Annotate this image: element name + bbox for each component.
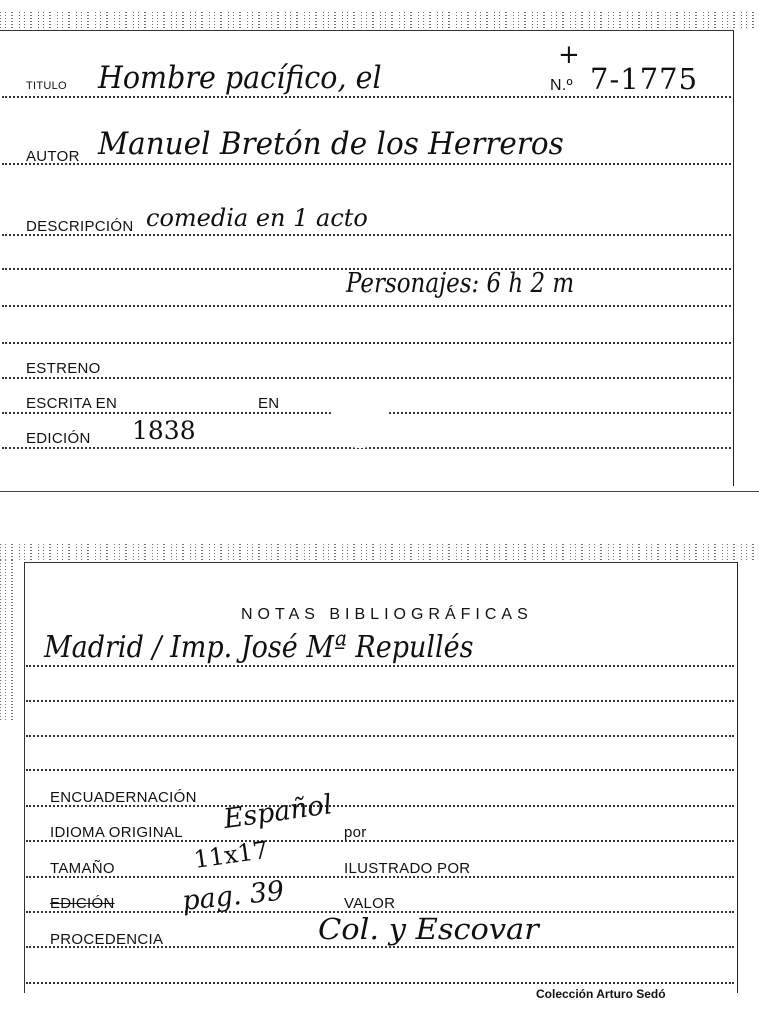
ilustrado-label: ILUSTRADO POR (344, 860, 471, 877)
edicion-value-bottom: pag. 39 (180, 875, 286, 917)
tamano-label: TAMAÑO (50, 860, 115, 877)
en-label: EN (258, 395, 280, 412)
rule-line (26, 700, 734, 702)
cross-mark: + (558, 40, 580, 70)
procedencia-value: Col. y Escovar (318, 912, 539, 946)
idioma-value: Español (221, 789, 335, 835)
escrita-label: ESCRITA EN (26, 395, 118, 412)
estreno-label: ESTRENO (26, 360, 101, 377)
rule-line (2, 305, 731, 307)
rule-line (26, 769, 734, 771)
scan-noise-bottom (0, 544, 759, 560)
procedencia-label: PROCEDENCIA (50, 931, 164, 948)
edicion-label: EDICIÓN (26, 430, 91, 447)
erasure-blot (330, 392, 390, 448)
autor-label: AUTOR (26, 148, 80, 165)
por-label: por (344, 824, 367, 841)
rule-line (26, 665, 734, 667)
numero-value: 7-1775 (590, 62, 699, 96)
tamano-value: 11x17 (192, 835, 270, 874)
card-separator (0, 491, 759, 492)
autor-value: Manuel Bretón de los Herreros (98, 126, 564, 162)
descripcion-value: comedia en 1 acto (146, 204, 368, 232)
notes-line-1: Madrid / Imp. José Mª Repullés (44, 630, 474, 665)
titulo-value: Hombre pacífico, el (98, 60, 382, 96)
rule-line (2, 342, 731, 344)
rule-line (26, 735, 734, 737)
scan-noise-left (0, 560, 18, 720)
personajes-value: Personajes: 6 h 2 m (346, 268, 575, 299)
rule-line (2, 377, 731, 379)
titulo-label: TITULO (26, 80, 67, 92)
rule-line (2, 96, 731, 98)
collection-credit: Colección Arturo Sedó (536, 987, 666, 1001)
encuadernacion-label: ENCUADERNACIÓN (50, 789, 197, 806)
numero-label: N.º (550, 77, 573, 94)
descripcion-label: DESCRIPCIÓN (26, 218, 134, 235)
edicion-value: 1838 (132, 416, 196, 445)
edicion-label-bottom: EDICIÓN (50, 895, 115, 912)
rule-line (2, 163, 731, 165)
rule-line (26, 982, 734, 984)
scan-noise-top (0, 12, 759, 28)
valor-label: VALOR (344, 895, 396, 912)
idioma-label: IDIOMA ORIGINAL (50, 824, 183, 841)
notas-heading: NOTAS BIBLIOGRÁFICAS (241, 606, 533, 623)
